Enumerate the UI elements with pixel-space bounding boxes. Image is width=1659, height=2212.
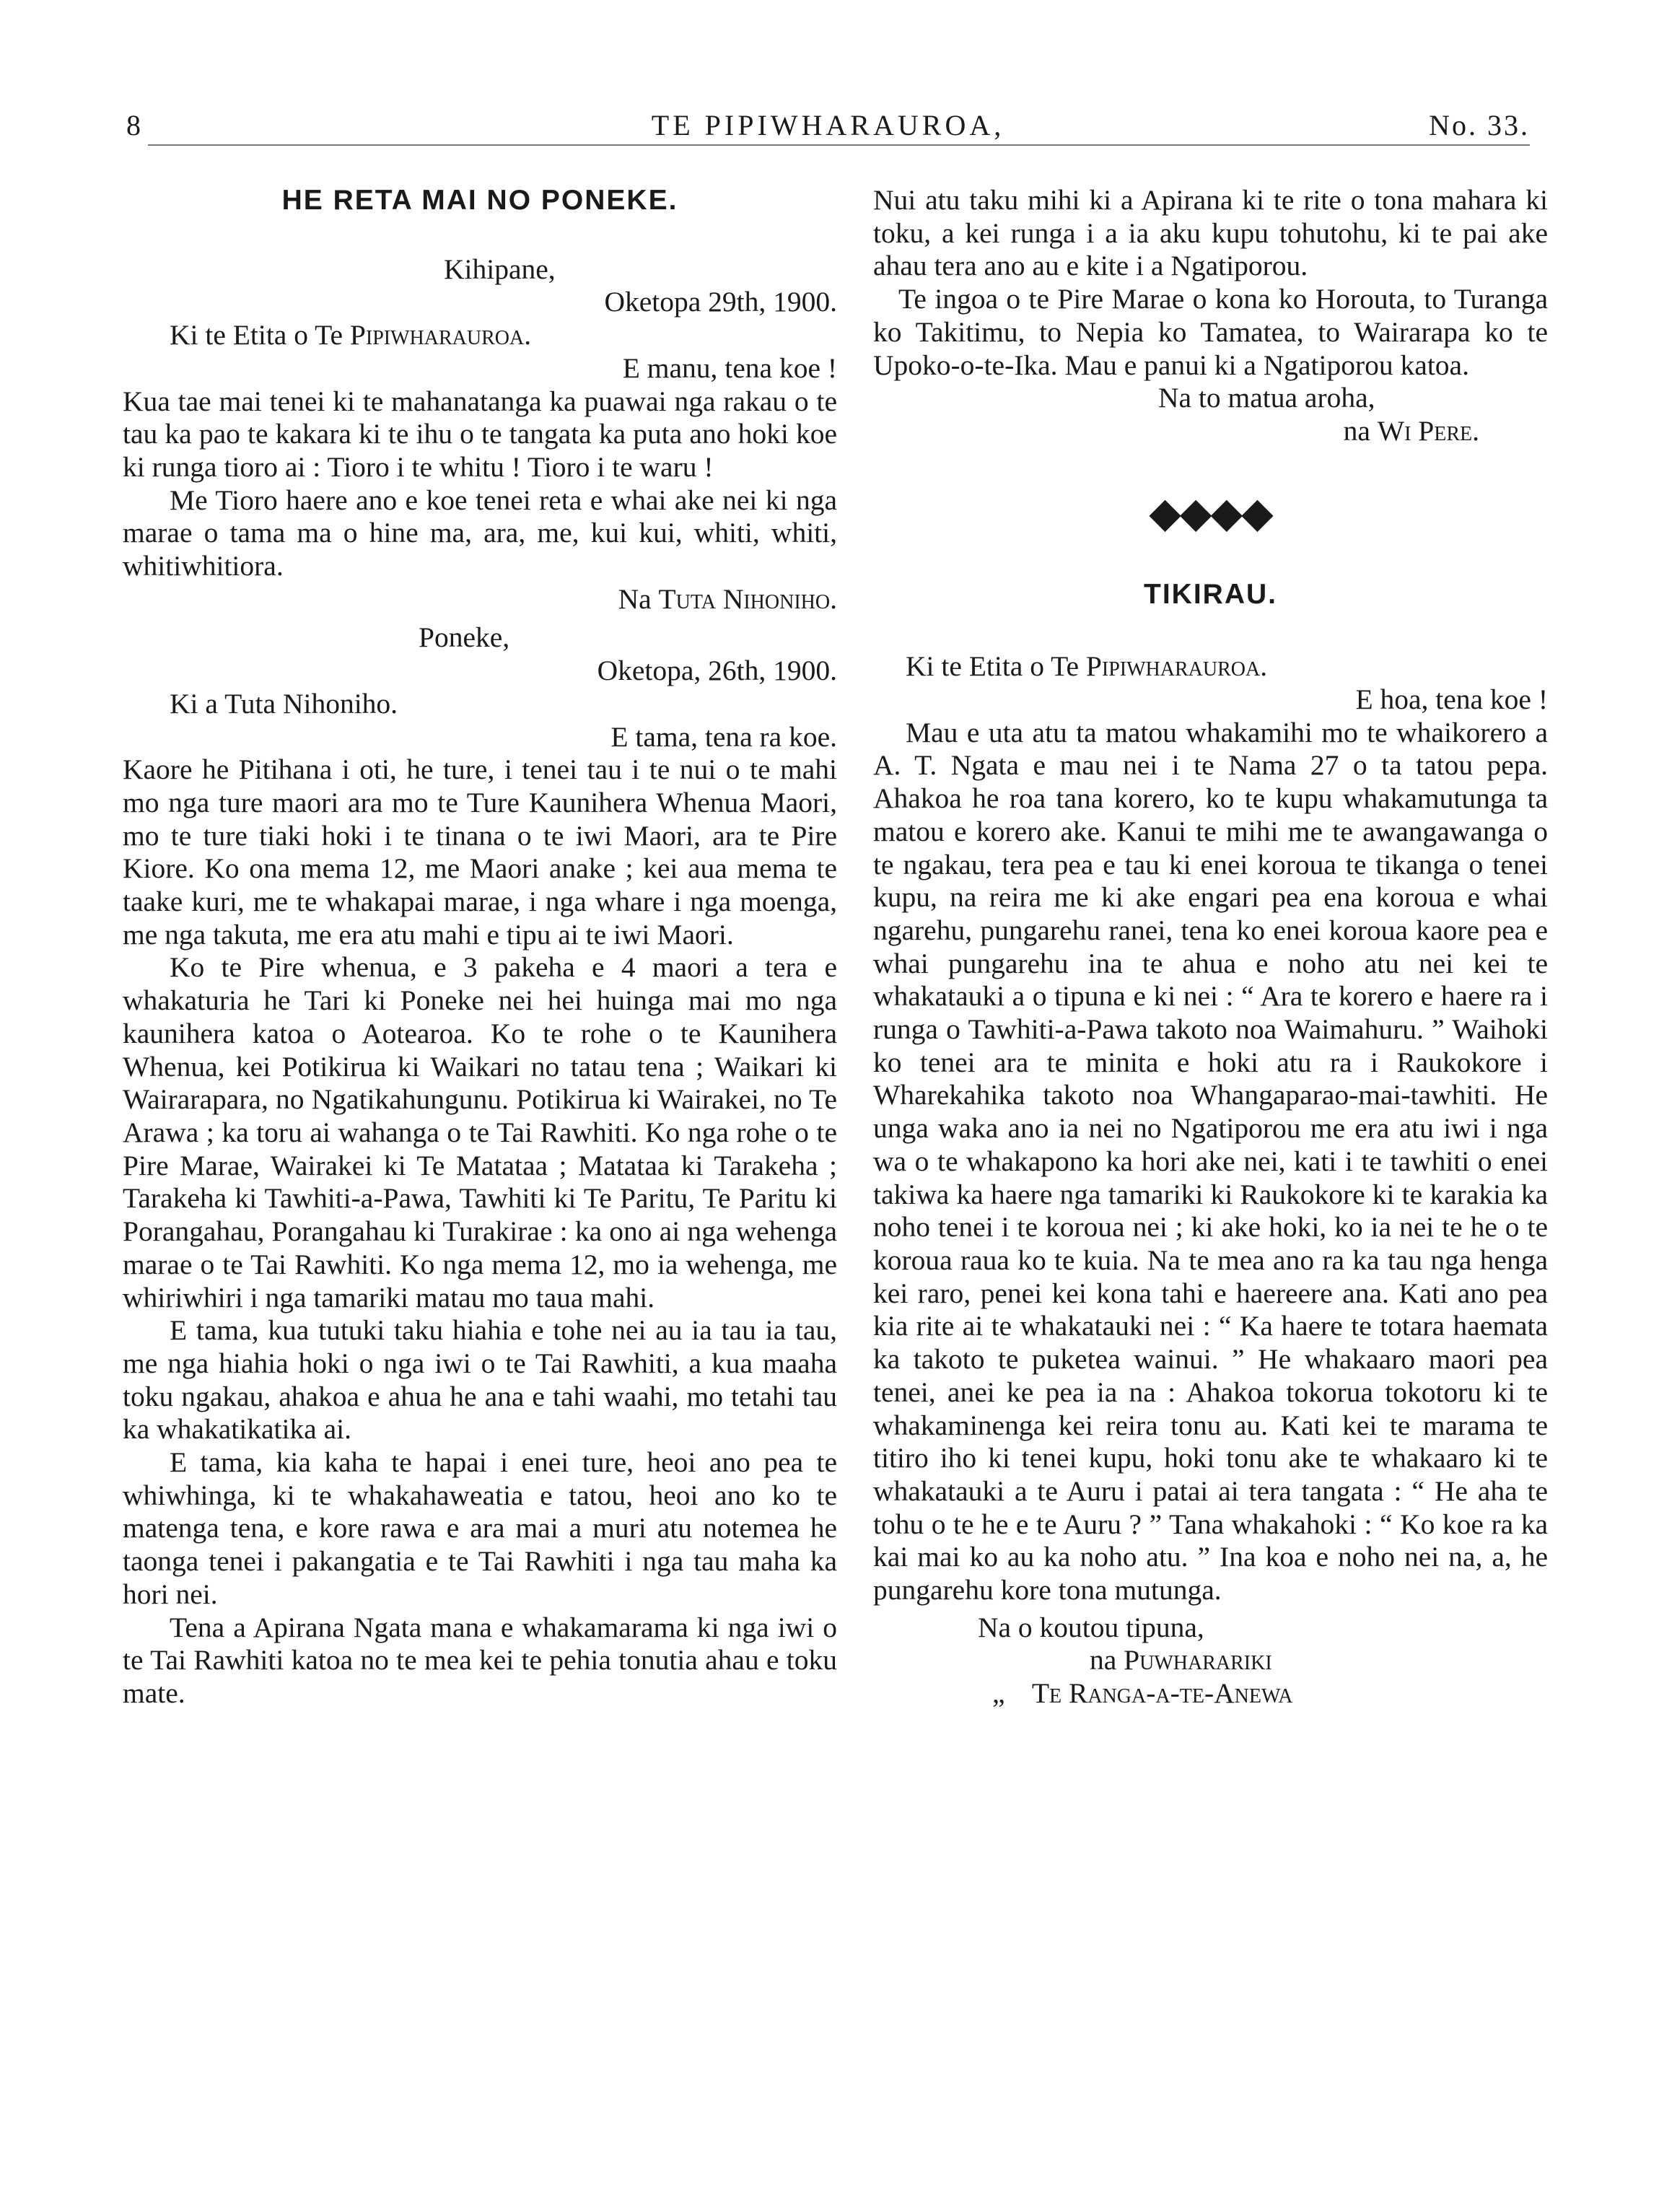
letter-addressee: Ki te Etita o Te Pipiwharauroa.	[906, 650, 1268, 683]
letter-greeting: E hoa, tena koe !	[1355, 683, 1548, 716]
right-column	[873, 184, 1548, 1710]
letter-place: Kihipane,	[444, 253, 556, 285]
letter-greeting: E tama, tena ra koe.	[610, 720, 837, 753]
letter-signature: Na Tuta Nihoniho.	[618, 582, 837, 615]
letter-signature	[873, 1677, 1548, 1710]
letter-paragraph: Kua tae mai tenei ki te mahanatanga ka puawai nga rakau o te tau ka pao te kakara ki te ihu o te tangata ka puta ano hoki koe ki runga tioro ai : Tioro i te whitu ! Tioro i te waru !	[123, 385, 837, 483]
letter-addressee: Ki a Tuta Nihoniho.	[170, 687, 398, 720]
ornament-diamonds: ◆◆◆◆	[1149, 489, 1272, 536]
page-number: 8	[126, 109, 143, 141]
ditto-mark: „	[992, 1677, 1005, 1710]
letter-closing: Na o koutou tipuna,	[978, 1611, 1204, 1643]
article-heading: TIKIRAU.	[1144, 578, 1277, 610]
article-heading: HE RETA MAI NO PONEKE.	[281, 185, 678, 216]
header-rule	[148, 144, 1530, 146]
publication-title: TE PIPIWHARAUROA,	[651, 109, 1005, 141]
letter-date: Oketopa, 26th, 1900.	[597, 655, 837, 687]
letter-paragraph: E tama, kia kaha te hapai i enei ture, heoi ano pea te whiwhinga, ki te whakahaweatia e tatou, heoi ano ko te matenga tena, e kore rawa e ara mai a muri atu notemea he taonga tenei i pakangatia e te Tai Rawhiti i nga tau maha ka hori nei.	[123, 1446, 837, 1610]
letter-addressee: Ki te Etita o Te Pipiwharauroa.	[170, 319, 532, 351]
issue-number: No. 33.	[1429, 109, 1530, 141]
letter-paragraph: Kaore he Pitihana i oti, he ture, i tenei tau i te nui o te mahi mo nga ture maori ara mo te Ture Kaunihera Whenua Maori, mo te ture tiaki hoki i te tinana o te iwi Maori, ara te Pire Kiore. Ko ona mema 12, me Maori anake ; kei aua mema te taake kuri, me te whakapai marae, i nga whare i nga moenga, me nga takuta, me era atu mahi e tipu ai te iwi Maori.	[123, 753, 837, 950]
signature-name: Te Ranga-a-te-Anewa	[1031, 1677, 1293, 1710]
letter-place: Poneke,	[419, 621, 510, 654]
letter-paragraph: Me Tioro haere ano e koe tenei reta e whai ake nei ki nga marae o tama ma o hine ma, ara, me, kui kui, whiti, whiti, whitiwhitiora.	[123, 484, 837, 582]
letter-paragraph: Nui atu taku mihi ki a Apirana ki te rite o tona mahara ki toku, a kei runga i a ia aku kupu tohutohu, ki te pai ake ahau tera ano au e kite i a Ngatiporou.	[873, 184, 1548, 282]
letter-paragraph: E tama, kua tutuki taku hiahia e tohe nei au ia tau ia tau, me nga hiahia hoki o nga iwi o te Tai Rawhiti, a kua maaha toku ngakau, ahakoa e ahua he ana e tahi waahi, mo tetahi tau ka whakatikatika ai.	[123, 1314, 837, 1446]
letter-signature: na Wi Pere.	[1343, 414, 1479, 447]
letter-paragraph: Mau e uta atu ta matou whakamihi mo te whaikorero a A. T. Ngata e mau nei i te Nama 27 o ta tatou pepa. Ahakoa he roa tana korero, ko te kupu whakamutunga ta matou e korero ake. Kanui te mihi me te awangawanga o te ngakau, tera pea e tau ki enei koroua te tikanga o tenei kupu, na reira me ki ake engari pea ena koroua e whai ngarehu, pungarehu ranei, tena ko enei koroua kaore pea e whai pungarehu ina te ahua e noho atu nei kei te whakatauki a o tipuna e ki nei : “ Ara te korero e haere ra i runga o Tawhiti-a-Pawa takoto noa Waimahuru. ” Waihoki ko tenei ara te minita e hoki atu ra i Raukokore i Wharekahika takoto noa Whangaparao-mai-tawhiti. He unga waka ano ia nei no Ngatiporou me era atu iwi i nga wa o te whakapono ka hori ake nei, kati i te tawhiti o enei takiwa ka haere nga tamariki ki Raukokore ki te karakia ka noho tenei i te koroua nei ; ki ake hoki, ko ia nei te he o te koroua raua ko te kuia. Na te mea ano ra ka tau nga henga kei raro, penei kei kona tahi e haereere ana. Kati ano pea kia rite ai te whakatauki nei : “ Ka haere te totara haemata ka takoto te puketea wainui. ” He whakaaro maori pea tenei, anei ke pea ia na : Ahakoa tokorua tokotoru ki te whakaminenga kei reira tonu au. Kati kei te marama te titiro iho ki tenei kupu, hoki tonu ake te whakaaro ki te whakatauki a te Auru i patai ai tera tangata : “ He aha te tohu o te he e te Auru ? ” Tana whakahoki : “ Ko koe ra ka kai mai ko au ka noho atu. ” Ina koa e noho nei na, a, he pungarehu kore tona mutunga.	[873, 716, 1548, 1606]
letter-paragraph: Tena a Apirana Ngata mana e whakamarama ki nga iwi o te Tai Rawhiti katoa no te mea kei te pehia tonutia ahau e toku mate.	[123, 1611, 837, 1709]
letter-paragraph: Ko te Pire whenua, e 3 pakeha e 4 maori a tera e whakaturia he Tari ki Poneke nei hei huinga mai mo nga kaunihera katoa o Aotearoa. Ko te rohe o te Kaunihera Whenua, kei Potikirua ki Waikari no tatau tena ; Waikari ki Wairarapara, no Ngatikahungunu. Potikirua ki Wairakei, no Te Arawa ; ka toru ai wahanga o te Tai Rawhiti. Ko nga rohe o te Pire Marae, Wairakei ki Te Matataa ; Matataa ki Tarakeha ; Tarakeha ki Tawhiti-a-Pawa, Tawhiti ki Te Paritu, Te Paritu ki Porangahau, Porangahau ki Turakirae : ka ono ai nga wehenga marae o te Tai Rawhiti. Ko nga mema 12, mo ia wehenga, me whiriwhiri i nga tamariki matau mo taua mahi.	[123, 951, 837, 1313]
letter-closing: Na to matua aroha,	[1158, 382, 1375, 414]
left-column	[123, 184, 837, 1710]
letter-paragraph: Te ingoa o te Pire Marae o kona ko Horouta, to Turanga ko Takitimu, to Nepia ko Tamatea, to Wairarapa ko te Upoko-o-te-Ika. Mau e panui ki a Ngatiporou katoa.	[873, 283, 1548, 381]
letter-signature: na Puwharariki	[1090, 1644, 1272, 1677]
page-header	[126, 108, 1530, 149]
letter-date: Oketopa 29th, 1900.	[604, 286, 837, 318]
letter-greeting: E manu, tena koe !	[622, 351, 837, 384]
